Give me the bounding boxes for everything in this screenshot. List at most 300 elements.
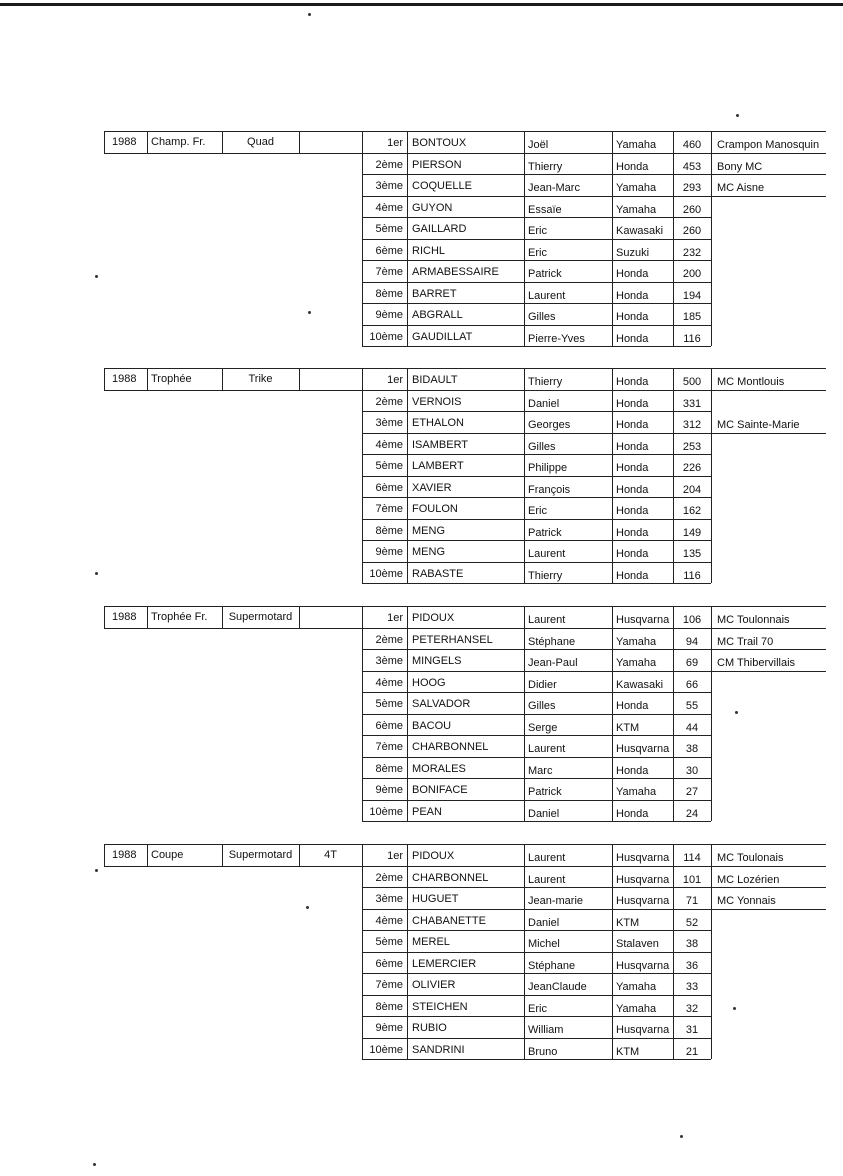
points-cell: 27 <box>685 786 699 798</box>
rider-name: PIDOUX <box>412 612 455 624</box>
speck <box>308 311 311 314</box>
brand-cell: Yamaha <box>616 203 657 216</box>
row-rule <box>362 562 711 563</box>
brand-cell: Yamaha <box>616 139 657 151</box>
rider-name: RABASTE <box>412 567 464 580</box>
points-cell: 162 <box>682 505 702 517</box>
brand-cell: Yamaha <box>616 657 657 669</box>
brand-cell: Husqvarna <box>616 895 670 907</box>
rank-cell: 2ème <box>375 158 403 171</box>
row-rule <box>362 476 711 477</box>
rider-name: ETHALON <box>412 417 464 429</box>
table-bottom-rule <box>362 1059 711 1060</box>
brand-cell: Honda <box>616 483 649 496</box>
rank-cell: 7ème <box>375 979 403 991</box>
points-cell: 44 <box>685 721 699 734</box>
points-cell: 38 <box>685 743 699 755</box>
points-cell: 116 <box>683 569 701 582</box>
row-rule <box>362 433 711 434</box>
row-rule <box>362 454 711 455</box>
rank-cell: 7ème <box>375 741 403 753</box>
rider-firstname: Patrick <box>528 268 562 280</box>
points-cell: 116 <box>683 332 701 345</box>
rider-name: SALVADOR <box>412 698 471 710</box>
points-cell: 31 <box>685 1024 699 1036</box>
year-cell: 1988 <box>112 373 137 385</box>
speck <box>736 114 739 117</box>
brand-cell: Honda <box>616 397 649 410</box>
rider-name: OLIVIER <box>412 979 456 991</box>
speck <box>95 572 98 575</box>
points-cell: 460 <box>682 139 702 151</box>
header-divider <box>104 368 105 390</box>
brand-cell: Honda <box>616 332 649 345</box>
brand-cell: Honda <box>616 807 649 820</box>
header-divider <box>299 131 300 153</box>
points-cell: 331 <box>682 397 702 410</box>
rider-name: GAILLARD <box>412 223 467 235</box>
event-cell: Trophée Fr. <box>151 611 208 623</box>
rider-firstname: Thierry <box>528 160 563 173</box>
rider-name: BONTOUX <box>412 137 467 149</box>
points-cell: 21 <box>685 1045 699 1058</box>
rank-cell: 8ème <box>375 762 403 775</box>
year-cell: 1988 <box>112 136 137 148</box>
brand-cell: Honda <box>616 160 649 173</box>
rider-name: ISAMBERT <box>412 438 469 451</box>
points-cell: 66 <box>685 678 699 691</box>
rider-firstname: Serge <box>528 721 558 734</box>
speck <box>306 906 309 909</box>
header-divider <box>147 844 148 866</box>
brand-cell: Honda <box>616 268 649 280</box>
rank-cell: 3ème <box>375 417 403 429</box>
brand-cell: Yamaha <box>616 635 657 648</box>
row-rule <box>362 714 711 715</box>
row-rule <box>362 735 711 736</box>
brand-cell: Stalaven <box>616 938 659 950</box>
brand-cell: KTM <box>616 721 640 734</box>
brand-cell: Yamaha <box>616 981 657 993</box>
points-cell: 194 <box>682 289 702 302</box>
category-cell: Quad <box>247 136 274 148</box>
rider-name: RICHL <box>412 244 446 257</box>
rider-firstname: Laurent <box>528 548 566 560</box>
row-rule <box>362 800 711 801</box>
rider-firstname: Didier <box>528 678 557 691</box>
brand-cell: Yamaha <box>616 786 657 798</box>
brand-cell: Husqvarna <box>616 959 670 972</box>
rider-name: SANDRINI <box>412 1043 465 1056</box>
rank-cell: 8ème <box>375 524 403 537</box>
brand-cell: Yamaha <box>616 182 657 194</box>
rank-cell: 9ème <box>375 1022 403 1034</box>
rider-name: COQUELLE <box>412 180 472 192</box>
rider-firstname: Patrick <box>528 786 562 798</box>
rider-name: ARMABESSAIRE <box>412 266 499 278</box>
table-divider <box>711 606 712 821</box>
rider-name: BARRET <box>412 287 457 300</box>
header-rule <box>104 866 362 867</box>
brand-cell: Honda <box>616 548 649 560</box>
class-cell: 4T <box>324 849 337 861</box>
club-cell: CM Thibervillais <box>717 657 796 669</box>
points-cell: 135 <box>682 548 702 560</box>
club-cell: MC Toulonais <box>717 852 784 864</box>
rider-firstname: Laurent <box>528 873 566 886</box>
header-rule <box>104 153 362 154</box>
rider-name: MENG <box>412 546 445 558</box>
rider-firstname: Stéphane <box>528 959 576 972</box>
year-cell: 1988 <box>112 849 137 861</box>
rider-firstname: Michel <box>528 938 560 950</box>
points-cell: 260 <box>682 225 702 237</box>
rank-cell: 1er <box>387 137 403 149</box>
rider-firstname: Laurent <box>528 852 566 864</box>
rank-cell: 10ème <box>369 805 403 818</box>
brand-cell: Honda <box>616 764 649 777</box>
rider-firstname: Eric <box>528 1002 547 1015</box>
row-rule <box>362 411 711 412</box>
rider-firstname: Daniel <box>528 916 560 929</box>
rank-cell: 3ème <box>375 655 403 667</box>
club-rule <box>711 153 826 154</box>
rider-firstname: Daniel <box>528 397 560 410</box>
rider-name: RUBIO <box>412 1022 447 1034</box>
brand-cell: Honda <box>616 440 649 453</box>
speck <box>93 1163 96 1166</box>
club-rule <box>711 887 826 888</box>
row-rule <box>362 973 711 974</box>
row-rule <box>362 930 711 931</box>
brand-cell: Honda <box>616 700 649 712</box>
brand-cell: Honda <box>616 311 649 323</box>
rider-name: LEMERCIER <box>412 957 477 970</box>
rider-name: MINGELS <box>412 655 462 667</box>
category-cell: Supermotard <box>228 611 293 623</box>
club-cell: MC Lozérien <box>717 873 780 886</box>
table-divider <box>711 844 712 1059</box>
rank-cell: 9ème <box>375 784 403 796</box>
rider-name: PETERHANSEL <box>412 633 493 646</box>
points-cell: 94 <box>685 635 699 648</box>
club-cell: MC Aisne <box>717 182 765 194</box>
speck <box>308 13 311 16</box>
rider-name: VERNOIS <box>412 395 462 408</box>
rank-cell: 3ème <box>375 180 403 192</box>
rider-name: FOULON <box>412 503 458 515</box>
points-cell: 500 <box>682 376 702 388</box>
speck <box>680 1135 683 1138</box>
club-rule <box>711 628 826 629</box>
brand-cell: KTM <box>616 1045 640 1058</box>
points-cell: 253 <box>682 440 702 453</box>
row-rule <box>362 628 711 629</box>
rider-name: PEAN <box>412 805 442 818</box>
row-rule <box>362 174 711 175</box>
club-cell: Crampon Manosquin <box>717 139 820 151</box>
rider-name: PIDOUX <box>412 850 455 862</box>
row-rule <box>362 390 711 391</box>
row-rule <box>362 1016 711 1017</box>
row-rule <box>362 540 711 541</box>
header-divider <box>222 844 223 866</box>
row-rule <box>362 909 711 910</box>
speck <box>95 869 98 872</box>
points-cell: 226 <box>682 462 702 474</box>
rider-firstname: Jean-Paul <box>528 657 578 669</box>
club-rule <box>711 174 826 175</box>
rank-cell: 6ème <box>375 244 403 257</box>
points-cell: 71 <box>685 895 699 907</box>
header-rule <box>104 606 362 607</box>
rider-name: CHARBONNEL <box>412 871 489 884</box>
club-rule <box>711 866 826 867</box>
brand-cell: KTM <box>616 916 640 929</box>
points-cell: 52 <box>685 916 699 929</box>
rider-name: STEICHEN <box>412 1000 468 1013</box>
points-cell: 55 <box>685 700 699 712</box>
rank-cell: 5ème <box>375 698 403 710</box>
points-cell: 232 <box>682 246 702 259</box>
header-divider <box>222 606 223 628</box>
row-rule <box>362 497 711 498</box>
club-rule <box>711 433 826 434</box>
rank-cell: 4ème <box>375 676 403 689</box>
header-divider <box>222 368 223 390</box>
header-divider <box>222 131 223 153</box>
points-cell: 30 <box>685 764 699 777</box>
club-rule <box>711 649 826 650</box>
rider-firstname: JeanClaude <box>528 981 587 993</box>
rider-firstname: Laurent <box>528 743 566 755</box>
points-cell: 36 <box>685 959 699 972</box>
rank-cell: 9ème <box>375 309 403 321</box>
rank-cell: 8ème <box>375 287 403 300</box>
row-rule <box>362 153 711 154</box>
rider-firstname: Pierre-Yves <box>528 332 585 345</box>
row-rule <box>362 757 711 758</box>
row-rule <box>362 196 711 197</box>
rank-cell: 6ème <box>375 481 403 494</box>
brand-cell: Honda <box>616 376 649 388</box>
brand-cell: Honda <box>616 462 649 474</box>
row-rule <box>362 692 711 693</box>
rank-cell: 7ème <box>375 266 403 278</box>
header-rule <box>104 628 362 629</box>
points-cell: 453 <box>682 160 702 173</box>
brand-cell: Husqvarna <box>616 852 670 864</box>
rider-firstname: William <box>528 1024 564 1036</box>
header-divider <box>299 606 300 628</box>
rider-firstname: Thierry <box>528 569 563 582</box>
rank-cell: 8ème <box>375 1000 403 1013</box>
rider-name: ABGRALL <box>412 309 463 321</box>
rider-name: GUYON <box>412 201 453 214</box>
rank-cell: 1er <box>387 850 403 862</box>
rank-cell: 5ème <box>375 223 403 235</box>
rider-firstname: Stéphane <box>528 635 576 648</box>
header-rule <box>104 844 362 845</box>
top-rule <box>0 3 843 6</box>
rider-firstname: Eric <box>528 246 547 259</box>
points-cell: 101 <box>682 873 702 886</box>
club-cell: MC Toulonnais <box>717 614 790 626</box>
header-divider <box>104 844 105 866</box>
rank-cell: 9ème <box>375 546 403 558</box>
speck <box>735 711 738 714</box>
rider-name: BONIFACE <box>412 784 468 796</box>
row-rule <box>362 995 711 996</box>
brand-cell: Honda <box>616 569 649 582</box>
points-cell: 24 <box>685 807 699 820</box>
rider-firstname: Jean-marie <box>528 895 584 907</box>
points-cell: 293 <box>682 182 702 194</box>
rider-firstname: Georges <box>528 419 571 431</box>
header-rule <box>104 390 362 391</box>
rank-cell: 2ème <box>375 633 403 646</box>
rider-firstname: Thierry <box>528 376 563 388</box>
rank-cell: 7ème <box>375 503 403 515</box>
row-rule <box>362 778 711 779</box>
rider-firstname: Philippe <box>528 462 568 474</box>
brand-cell: Honda <box>616 289 649 302</box>
rank-cell: 3ème <box>375 893 403 905</box>
rank-cell: 10ème <box>369 567 403 580</box>
brand-cell: Husqvarna <box>616 873 670 886</box>
points-cell: 200 <box>682 268 702 280</box>
club-cell: MC Sainte-Marie <box>717 419 800 431</box>
club-rule <box>711 671 826 672</box>
event-cell: Coupe <box>151 849 184 861</box>
rider-firstname: Eric <box>528 225 547 237</box>
row-rule <box>362 282 711 283</box>
club-cell: MC Yonnais <box>717 895 776 907</box>
rider-name: PIERSON <box>412 158 462 171</box>
header-divider <box>147 606 148 628</box>
rider-firstname: Bruno <box>528 1045 558 1058</box>
row-rule <box>362 217 711 218</box>
row-rule <box>362 649 711 650</box>
rider-firstname: Laurent <box>528 614 566 626</box>
speck <box>733 1007 736 1010</box>
brand-cell: Kawasaki <box>616 225 664 237</box>
row-rule <box>362 671 711 672</box>
table-top-rule <box>362 131 826 132</box>
brand-cell: Suzuki <box>616 246 650 259</box>
rider-name: CHABANETTE <box>412 914 486 927</box>
points-cell: 204 <box>682 483 702 496</box>
rider-name: HOOG <box>412 676 446 689</box>
brand-cell: Husqvarna <box>616 743 670 755</box>
rider-firstname: François <box>528 483 571 496</box>
club-rule <box>711 390 826 391</box>
table-bottom-rule <box>362 346 711 347</box>
club-cell: MC Trail 70 <box>717 635 774 648</box>
rank-cell: 6ème <box>375 719 403 732</box>
rank-cell: 5ème <box>375 936 403 948</box>
table-bottom-rule <box>362 821 711 822</box>
row-rule <box>362 887 711 888</box>
rank-cell: 10ème <box>369 1043 403 1056</box>
rank-cell: 2ème <box>375 871 403 884</box>
table-top-rule <box>362 844 826 845</box>
rider-firstname: Gilles <box>528 311 556 323</box>
rider-firstname: Daniel <box>528 807 560 820</box>
category-cell: Trike <box>248 373 273 385</box>
rider-firstname: Patrick <box>528 526 562 539</box>
rider-firstname: Joël <box>528 139 549 151</box>
brand-cell: Honda <box>616 419 649 431</box>
category-cell: Supermotard <box>228 849 293 861</box>
header-divider <box>104 131 105 153</box>
rank-cell: 10ème <box>369 330 403 343</box>
rider-name: GAUDILLAT <box>412 330 473 343</box>
points-cell: 260 <box>682 203 702 216</box>
rider-firstname: Gilles <box>528 700 556 712</box>
points-cell: 185 <box>682 311 702 323</box>
club-rule <box>711 196 826 197</box>
rider-name: HUGUET <box>412 893 459 905</box>
table-top-rule <box>362 368 826 369</box>
rank-cell: 2ème <box>375 395 403 408</box>
header-divider <box>299 844 300 866</box>
rider-name: CHARBONNEL <box>412 741 489 753</box>
header-rule <box>104 368 362 369</box>
club-cell: Bony MC <box>717 160 763 173</box>
event-cell: Champ. Fr. <box>151 136 206 148</box>
club-cell: MC Montlouis <box>717 376 785 388</box>
row-rule <box>362 325 711 326</box>
rider-name: BACOU <box>412 719 452 732</box>
rider-name: MENG <box>412 524 445 537</box>
table-bottom-rule <box>362 583 711 584</box>
points-cell: 106 <box>682 614 702 626</box>
rank-cell: 5ème <box>375 460 403 472</box>
header-divider <box>147 368 148 390</box>
rider-firstname: Eric <box>528 505 547 517</box>
club-rule <box>711 909 826 910</box>
brand-cell: Honda <box>616 505 649 517</box>
rank-cell: 4ème <box>375 438 403 451</box>
header-divider <box>104 606 105 628</box>
rider-firstname: Marc <box>528 764 553 777</box>
brand-cell: Kawasaki <box>616 678 664 691</box>
points-cell: 33 <box>685 981 699 993</box>
brand-cell: Husqvarna <box>616 614 670 626</box>
points-cell: 69 <box>685 657 699 669</box>
rider-name: LAMBERT <box>412 460 464 472</box>
row-rule <box>362 519 711 520</box>
row-rule <box>362 239 711 240</box>
rank-cell: 1er <box>387 374 403 386</box>
rank-cell: 4ème <box>375 914 403 927</box>
rider-firstname: Jean-Marc <box>528 182 580 194</box>
table-divider <box>711 368 712 583</box>
rider-name: MORALES <box>412 762 466 775</box>
header-divider <box>147 131 148 153</box>
header-divider <box>299 368 300 390</box>
points-cell: 312 <box>682 419 702 431</box>
rider-firstname: Laurent <box>528 289 566 302</box>
rank-cell: 4ème <box>375 201 403 214</box>
rider-firstname: Essaïe <box>528 203 562 216</box>
rider-name: MEREL <box>412 936 450 948</box>
brand-cell: Husqvarna <box>616 1024 670 1036</box>
rider-name: XAVIER <box>412 481 452 494</box>
table-divider <box>711 131 712 346</box>
row-rule <box>362 303 711 304</box>
